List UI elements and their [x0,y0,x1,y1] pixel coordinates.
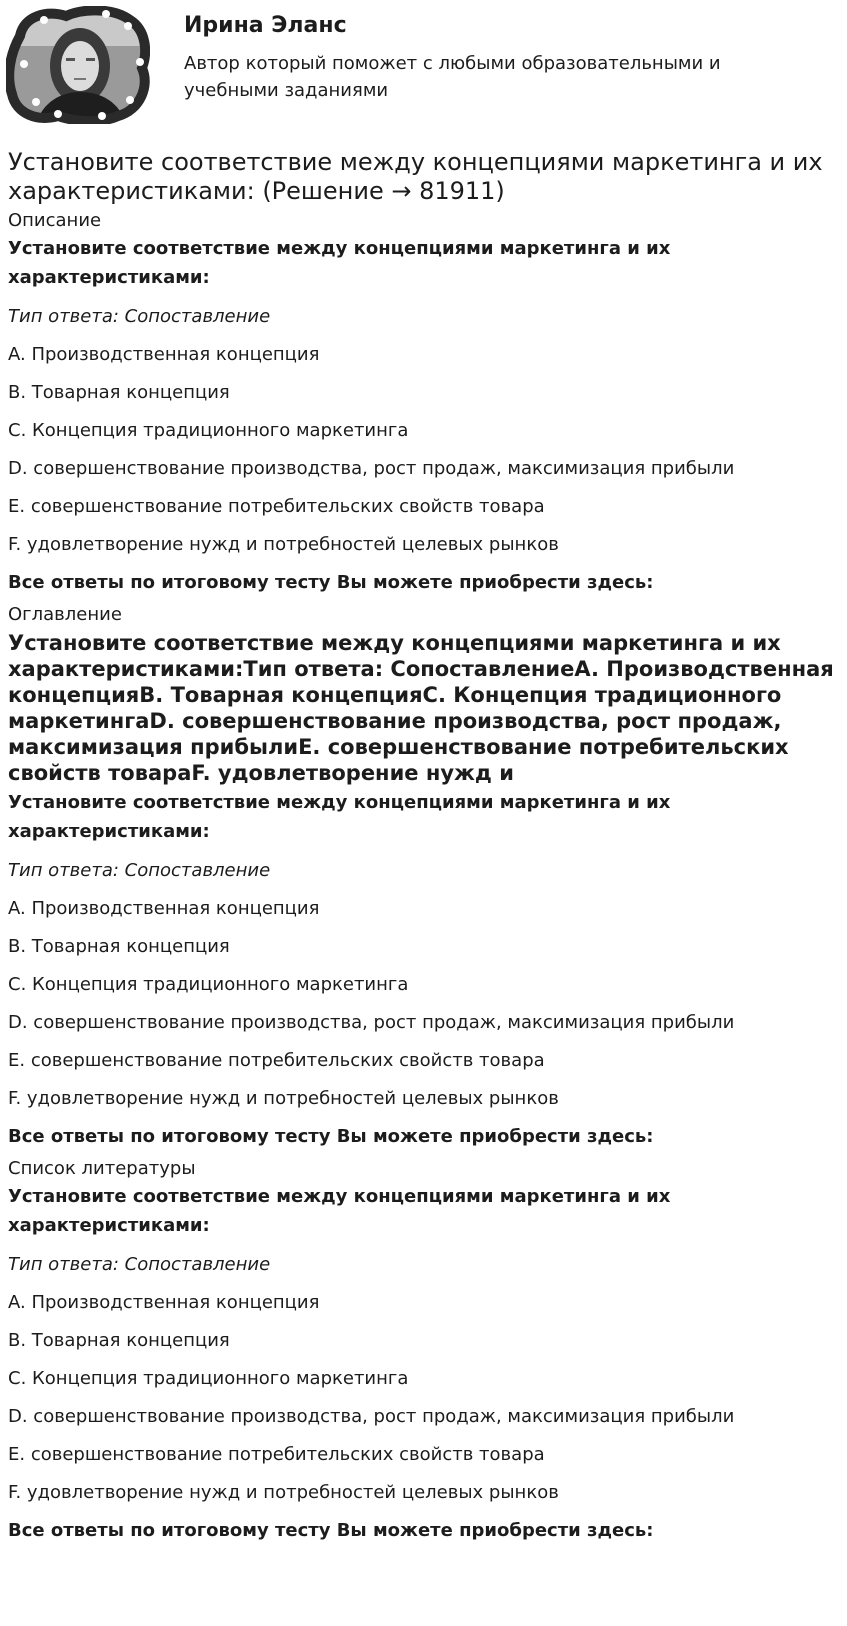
list-item: B. Товарная концепция [8,382,230,403]
list-item: B. Товарная концепция [8,1330,230,1351]
list-item: F. удовлетворение нужд и потребностей целевых рынков [8,1482,559,1503]
author-block [0,0,847,126]
question-text: Установите соответствие между концепциями маркетинга и их характеристиками: [8,238,671,288]
list-item: D. совершенствование производства, рост продаж, максимизация прибыли [8,1012,735,1033]
purchase-note: Все ответы по итоговому тесту Вы можете приобрести здесь: [8,572,654,593]
author-avatar [6,6,150,124]
question-text: Установите соответствие между концепциями маркетинга и их характеристиками: [8,1186,671,1236]
section-label-toc: Оглавление [8,604,122,625]
purchase-note: Все ответы по итоговому тесту Вы можете приобрести здесь: [8,1520,654,1541]
list-item: F. удовлетворение нужд и потребностей целевых рынков [8,1088,559,1109]
list-item: C. Концепция традиционного маркетинга [8,1368,409,1389]
list-item: C. Концепция традиционного маркетинга [8,974,409,995]
answer-type: Тип ответа: Сопоставление [8,860,271,881]
list-item: D. совершенствование производства, рост продаж, максимизация прибыли [8,458,735,479]
section-label-literature: Список литературы [8,1158,196,1179]
author-description: Автор который поможет с любыми образовательными и учебными заданиями [184,53,721,101]
list-item: A. Производственная концепция [8,344,320,365]
main-content [0,148,847,1542]
author-name: Ирина Эланс [184,13,347,38]
description-section [8,210,839,594]
answer-type: Тип ответа: Сопоставление [8,306,271,327]
purchase-note: Все ответы по итоговому тесту Вы можете приобрести здесь: [8,1126,654,1147]
list-item: E. совершенствование потребительских свойств товара [8,1050,545,1071]
list-item: D. совершенствование производства, рост продаж, максимизация прибыли [8,1406,735,1427]
question-text: Установите соответствие между концепциями маркетинга и их характеристиками: [8,792,671,842]
list-item: E. совершенствование потребительских свойств товара [8,496,545,517]
answer-type: Тип ответа: Сопоставление [8,1254,271,1275]
toc-section [8,604,839,1148]
list-item: C. Концепция традиционного маркетинга [8,420,409,441]
section-label-description: Описание [8,210,102,231]
list-item: A. Производственная концепция [8,1292,320,1313]
page-title: Установите соответствие между концепциями маркетинга и их характеристиками: (Решение → 81911) [8,148,823,205]
list-item: A. Производственная концепция [8,898,320,919]
list-item: B. Товарная концепция [8,936,230,957]
list-item: E. совершенствование потребительских свойств товара [8,1444,545,1465]
toc-heading: Установите соответствие между концепциями маркетинга и их характеристиками:Тип ответа: СопоставлениеA. Производственная концепцияB. Товарная концепцияC. Концепция традиционного маркетингаD. совершенствование производства, рост продаж, максимизация прибылиE. совершенствование потребительских свойств товараF. удовлетворение нужд и [8,631,834,785]
list-item: F. удовлетворение нужд и потребностей целевых рынков [8,534,559,555]
literature-section [8,1158,839,1542]
